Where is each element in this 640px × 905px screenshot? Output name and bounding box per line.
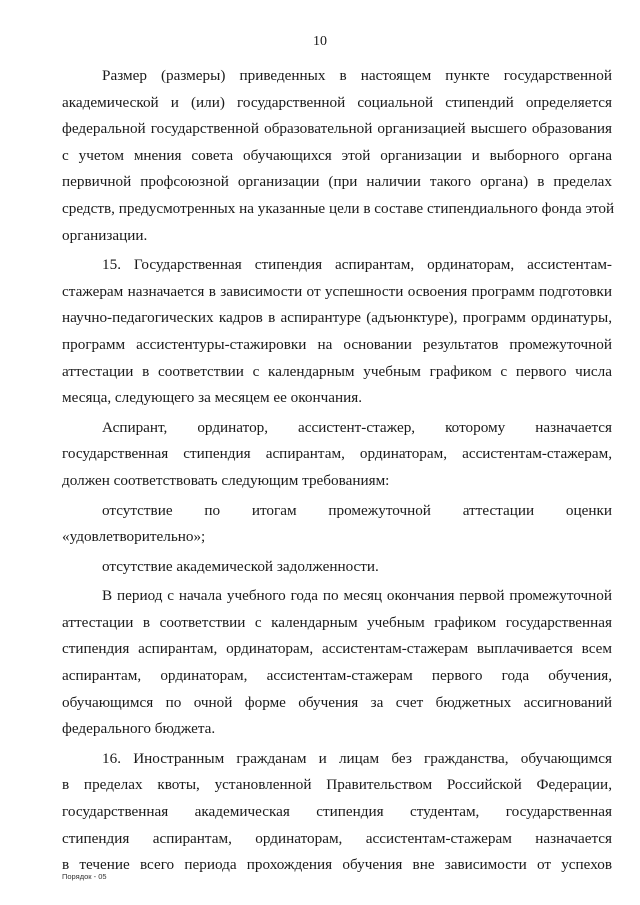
text-line: в пределах квоты, установленной Правительством Российской Федерации, <box>62 776 612 794</box>
text-line: федеральной государственной образовательной организацией высшего образования <box>62 120 612 138</box>
text-line: академической и (или) государственной социальной стипендий определяется <box>62 93 612 111</box>
text-line: в течение всего периода прохождения обучения вне зависимости от успехов <box>62 856 612 874</box>
text-line: государственная стипендия аспирантам, ординаторам, ассистентам-стажерам, <box>62 445 612 463</box>
text-line: Размер (размеры) приведенных в настоящем пункте государственной <box>102 67 612 84</box>
text-line: средств, предусмотренных на указанные цели в составе стипендиального фонда этой <box>62 199 615 217</box>
text-line: государственная академическая стипендия студентам, государственная <box>62 803 612 821</box>
text-line: первичной профсоюзной организации (при наличии такого органа) в пределах <box>62 173 612 191</box>
text-line: отсутствие академической задолженности. <box>102 557 379 575</box>
text-line: аттестации в соответствии с календарным учебным графиком государственная <box>62 613 612 631</box>
text-line: должен соответствовать следующим требованиям: <box>62 471 390 489</box>
text-line: аттестации в соответствии с календарным учебным графиком с первого числа <box>62 362 612 380</box>
paragraph-first-year <box>62 583 612 743</box>
text-line: программ ассистентуры-стажировки на основании результатов промежуточной <box>62 335 612 353</box>
text-line: «удовлетворительно»; <box>62 528 206 546</box>
text-line: стипендия аспирантам, ординаторам, ассистентам-стажерам назначается <box>62 829 612 847</box>
paragraph-item-15 <box>62 252 612 412</box>
footer-label: Порядок - 05 <box>62 872 107 881</box>
text-line: с учетом мнения совета обучающихся этой организации и выборного органа <box>62 146 612 164</box>
text-line: В период с начала учебного года по месяц окончания первой промежуточной <box>102 587 612 605</box>
paragraph-requirements <box>62 415 612 495</box>
text-line: стипендия аспирантам, ординаторам, ассистентам-стажерам выплачивается всем <box>62 640 612 658</box>
text-line: обучающимся по очной форме обучения за счет бюджетных ассигнований <box>62 693 612 711</box>
text-line: аспирантам, ординаторам, ассистентам-стажерам первого года обучения, <box>62 667 612 685</box>
text-line: 16. Иностранным гражданам и лицам без гражданства, обучающимся <box>102 749 612 767</box>
paragraph-requirement-debt <box>62 554 612 581</box>
page-number: 10 <box>313 34 327 49</box>
document-body <box>62 63 615 879</box>
text-line: стажерам назначается в зависимости от успешности освоения программ подготовки <box>62 282 612 300</box>
text-line: федерального бюджета. <box>62 720 216 738</box>
text-line: 15. Государственная стипендия аспирантам, ординаторам, ассистентам- <box>102 256 612 274</box>
text-line: отсутствие по итогам промежуточной аттестации оценки <box>102 501 612 519</box>
text-line: организации. <box>62 226 148 244</box>
paragraph-stipend-size <box>62 63 615 249</box>
text-line: месяца, следующего за месяцем ее окончания. <box>62 389 363 407</box>
text-line: научно-педагогических кадров в аспирантуре (адъюнктуре), программ ординатуры, <box>62 309 612 327</box>
text-line: Аспирант, ординатор, ассистент-стажер, которому назначается <box>102 418 612 436</box>
paragraph-item-16 <box>62 746 612 879</box>
paragraph-requirement-grades <box>62 498 612 551</box>
